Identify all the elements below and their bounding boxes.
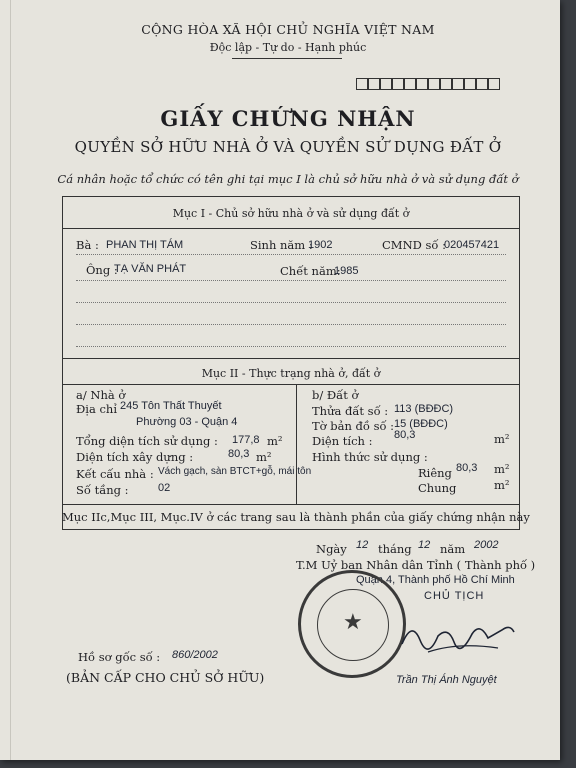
row-divider — [62, 384, 520, 385]
owner1-id-label: CMND số : — [382, 238, 446, 252]
signer-name: Trần Thị Ánh Nguyệt — [396, 674, 497, 686]
nation-header: CỘNG HÒA XÃ HỘI CHỦ NGHĨA VIỆT NAM — [141, 22, 435, 37]
certificate-subtitle: QUYỀN SỞ HỮU NHÀ Ở VÀ QUYỀN SỬ DỤNG ĐẤT Ở — [74, 138, 502, 156]
land-heading: b/ Đất ở — [312, 388, 359, 402]
copy-note: (BẢN CẤP CHO CHỦ SỞ HỮU) — [66, 670, 265, 685]
date-month-label: tháng — [378, 542, 412, 556]
position-stamp: CHỦ TỊCH — [424, 590, 485, 602]
seal-star-icon: ★ — [343, 610, 363, 635]
private-label: Riêng — [418, 466, 452, 480]
address-label: Địa chỉ — [76, 402, 117, 416]
shared-label: Chung — [418, 481, 457, 495]
section1-title: Mục I - Chủ sở hữu nhà ở và sử dụng đất ở — [172, 207, 410, 220]
authority-label: T.M Uỷ ban Nhân dân Tỉnh ( Thành phố ) — [296, 558, 536, 572]
build-area-label: Diện tích xây dựng : — [76, 450, 194, 464]
motto-underline — [232, 58, 342, 59]
intro-text: Cá nhân hoặc tổ chức có tên ghi tại mục I là chủ sở hữu nhà ở và sử dụng đất ở — [57, 172, 519, 186]
dotted-line — [76, 254, 506, 255]
district-stamp: Quận 4, Thành phố Hồ Chí Minh — [356, 574, 515, 586]
date-day-label: Ngày — [316, 542, 347, 556]
structure-value: Vách gạch, sàn BTCT+gỗ, mái tôn — [158, 466, 312, 477]
owner1-birth-label: Sinh năm : — [250, 238, 313, 252]
certificate-title: GIẤY CHỨNG NHẬN — [160, 106, 416, 131]
parcel-value: 113 (BĐĐC) — [394, 403, 454, 415]
owner1-id: 020457421 — [444, 239, 500, 251]
total-area: 177,8 — [232, 434, 260, 446]
dotted-line — [76, 280, 506, 281]
land-area-value: 80,3 — [394, 429, 416, 441]
map-label: Tờ bản đồ số : — [312, 419, 395, 433]
date-year-label: năm — [440, 542, 466, 556]
floors-label: Số tầng : — [76, 483, 129, 497]
address-line1: 245 Tôn Thất Thuyết — [120, 400, 222, 412]
dotted-line — [76, 346, 506, 347]
owner2-death-label: Chết năm: — [280, 264, 341, 278]
date-month: 12 — [418, 539, 431, 551]
serial-boxes — [356, 78, 500, 90]
parcel-label: Thửa đất số : — [312, 404, 389, 418]
floors-value: 02 — [158, 482, 171, 494]
file-number-label: Hồ sơ gốc số : — [78, 650, 161, 664]
section2-title: Mục II - Thực trạng nhà ở, đất ở — [201, 367, 381, 380]
build-area: 80,3 — [228, 448, 250, 460]
build-area-unit: m² — [256, 450, 272, 464]
date-day: 12 — [356, 539, 369, 551]
column-divider — [296, 384, 297, 504]
private-value: 80,3 — [456, 462, 478, 474]
address-line2: Phường 03 - Quận 4 — [136, 416, 238, 428]
owner1-birth: 1902 — [308, 239, 333, 251]
dotted-line — [76, 324, 506, 325]
house-heading: a/ Nhà ở — [76, 388, 126, 402]
structure-label: Kết cấu nhà : — [76, 467, 154, 481]
private-unit: m² — [494, 462, 510, 476]
total-area-unit: m² — [267, 434, 283, 448]
shared-unit: m² — [494, 478, 510, 492]
row-divider — [62, 228, 520, 229]
file-number: 860/2002 — [172, 649, 218, 661]
owner2-label: Ông : — [86, 263, 118, 277]
owner2-death: 1985 — [334, 265, 359, 277]
usage-label: Hình thức sử dụng : — [312, 450, 428, 464]
land-area-label: Diện tích : — [312, 434, 373, 448]
row-divider — [62, 358, 520, 359]
map-value: 15 (BĐĐC) — [394, 418, 448, 430]
date-year: 2002 — [474, 539, 499, 551]
continuation-note: Mục IIc,Mục III, Mục.IV ở các trang sau là thành phần của giấy chứng nhận này — [62, 510, 530, 524]
owner1-label: Bà : — [76, 238, 99, 252]
land-area-unit: m² — [494, 432, 510, 446]
total-area-label: Tổng diện tích sử dụng : — [76, 434, 218, 448]
dotted-line — [76, 302, 506, 303]
row-divider — [62, 504, 520, 505]
owner2-name: TẠ VĂN PHÁT — [114, 263, 187, 275]
signature-icon — [398, 612, 518, 662]
owner1-name: PHAN THỊ TÁM — [106, 239, 184, 251]
motto: Độc lập - Tự do - Hạnh phúc — [209, 41, 367, 54]
